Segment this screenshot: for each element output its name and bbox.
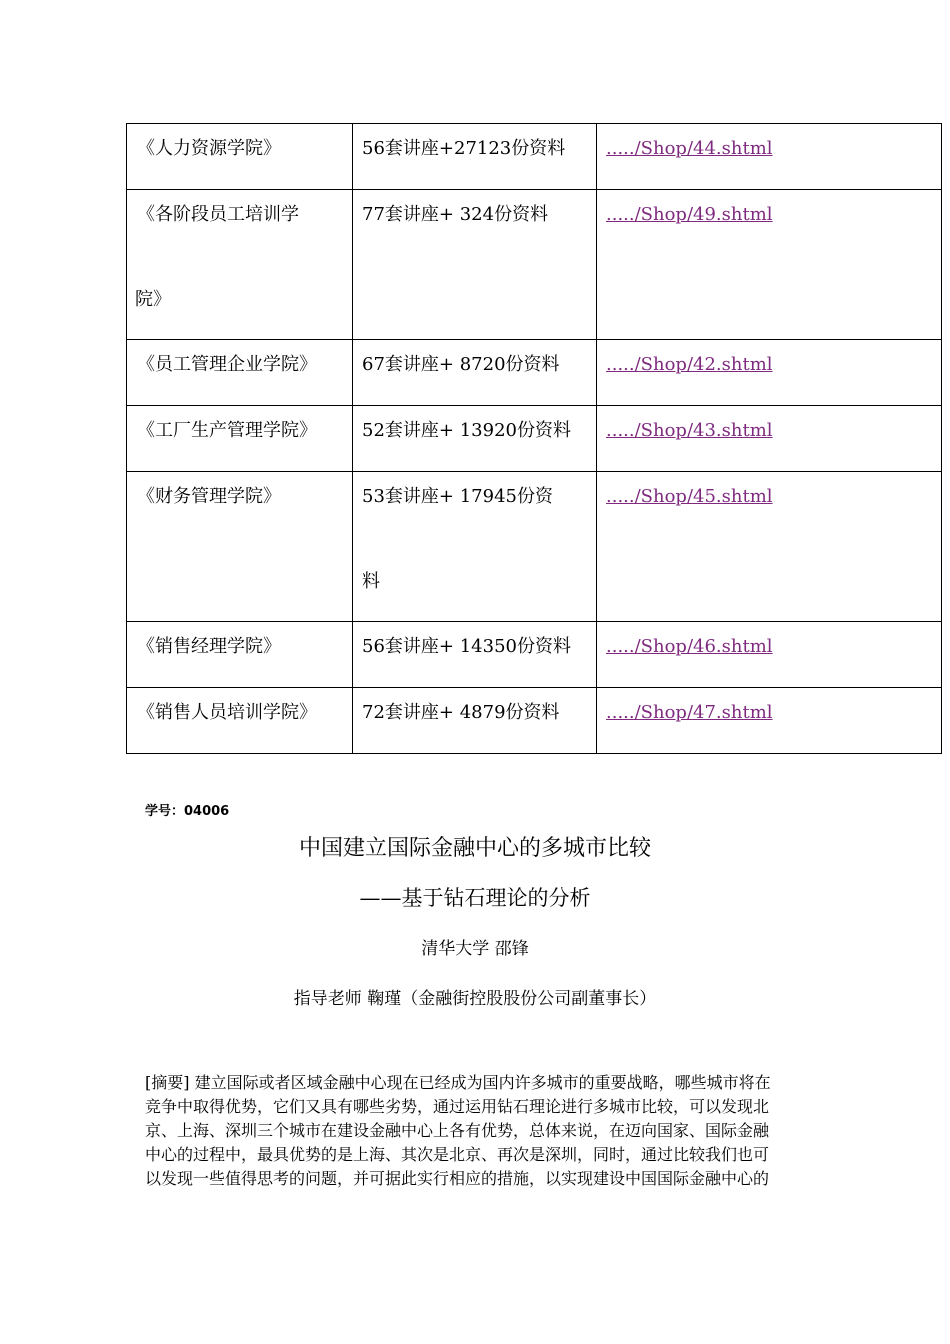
course-count: 56套讲座+27123份资料	[353, 124, 597, 190]
college-name: 《人力资源学院》	[127, 124, 353, 190]
shop-link[interactable]: ...../Shop/42.shtml	[606, 354, 773, 375]
shop-link[interactable]: ...../Shop/47.shtml	[606, 702, 773, 723]
college-name	[127, 190, 353, 340]
course-count-line2: 料	[362, 571, 380, 592]
shop-link[interactable]: ...../Shop/45.shtml	[606, 486, 773, 507]
abstract-line: 中心的过程中，最具优势的是上海、其次是北京、再次是深圳，同时，通过比较我们也可	[145, 1145, 770, 1164]
table-row	[127, 688, 942, 754]
course-count: 52套讲座+ 13920份资料	[353, 406, 597, 472]
table-row	[127, 406, 942, 472]
shop-link[interactable]: ...../Shop/49.shtml	[606, 204, 773, 225]
course-count: 67套讲座+ 8720份资料	[353, 340, 597, 406]
table-row	[127, 622, 942, 688]
abstract-paragraph	[145, 1071, 815, 1191]
course-count: 56套讲座+ 14350份资料	[353, 622, 597, 688]
course-count: 77套讲座+ 324份资料	[353, 190, 597, 340]
college-name: 《销售经理学院》	[127, 622, 353, 688]
college-name-line1: 《各阶段员工培训学	[137, 204, 299, 225]
abstract-line: 京、上海、深圳三个城市在建设金融中心上各有优势，总体来说，在迈向国家、国际金融	[145, 1121, 770, 1140]
course-count: 72套讲座+ 4879份资料	[353, 688, 597, 754]
abstract-line: 竞争中取得优势，它们又具有哪些劣势，通过运用钻石理论进行多城市比较，可以发现北	[145, 1097, 770, 1116]
author-line: 清华大学 邵锋	[421, 939, 529, 959]
table-row	[127, 124, 942, 190]
shop-link[interactable]: ...../Shop/43.shtml	[606, 420, 773, 441]
table-row	[127, 472, 942, 622]
student-id: 学号：04006	[145, 804, 230, 819]
paper-title: 中国建立国际金融中心的多城市比较	[298, 836, 651, 861]
table-row	[127, 340, 942, 406]
college-name: 《财务管理学院》	[127, 472, 353, 622]
advisor-line: 指导老师 鞠瑾（金融街控股股份公司副董事长）	[293, 989, 657, 1009]
course-count	[353, 472, 597, 622]
college-name: 《销售人员培训学院》	[127, 688, 353, 754]
paper-subtitle: ——基于钻石理论的分析	[359, 886, 591, 910]
shop-link[interactable]: ...../Shop/44.shtml	[606, 138, 773, 159]
table-row	[127, 190, 942, 340]
course-count-line1: 53套讲座+ 17945份资	[362, 486, 553, 507]
course-catalog-table	[126, 123, 942, 754]
abstract-line: [摘要] 建立国际或者区域金融中心现在已经成为国内许多城市的重要战略，哪些城市将在	[145, 1073, 771, 1092]
abstract-line: 以发现一些值得思考的问题，并可据此实行相应的措施，以实现建设中国国际金融中心的	[145, 1169, 770, 1188]
college-name: 《员工管理企业学院》	[127, 340, 353, 406]
shop-link[interactable]: ...../Shop/46.shtml	[606, 636, 773, 657]
college-name-line2: 院》	[135, 289, 171, 310]
college-name: 《工厂生产管理学院》	[127, 406, 353, 472]
